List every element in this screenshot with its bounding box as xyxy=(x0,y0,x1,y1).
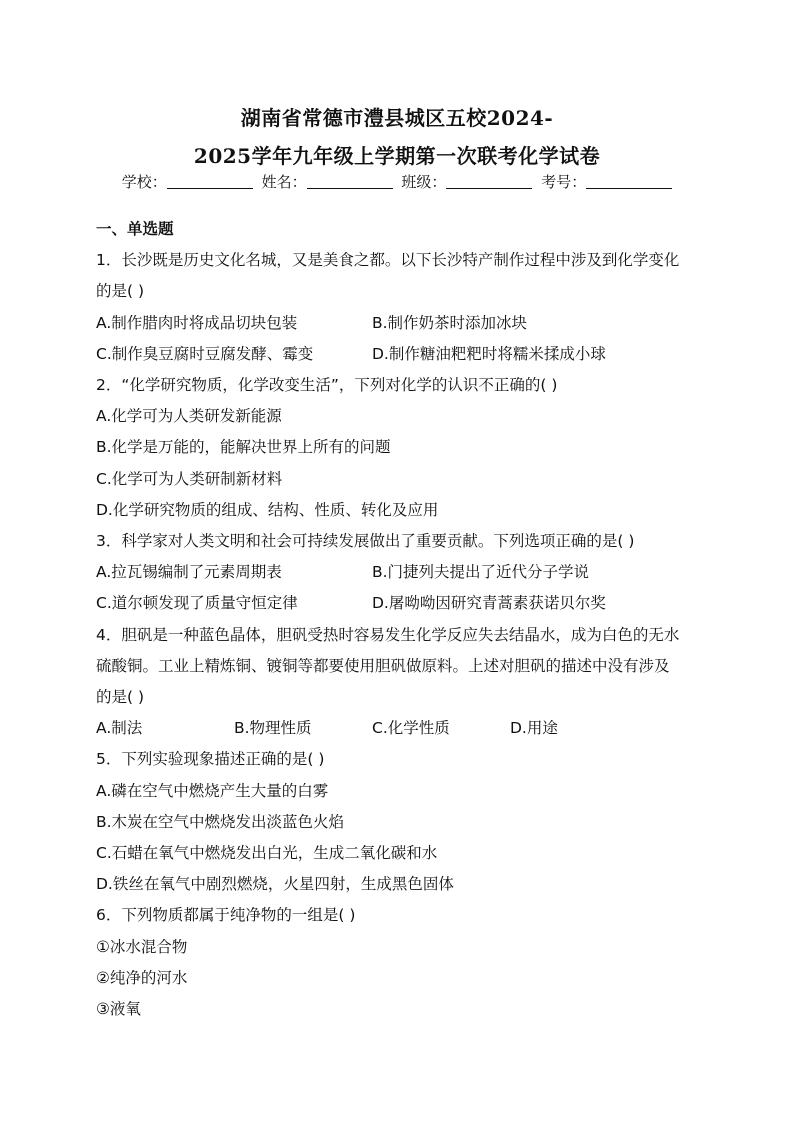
question-5 xyxy=(96,744,706,900)
exam-number-blank[interactable] xyxy=(586,174,672,189)
option-c: C.制作臭豆腐时豆腐发酵、霉变 xyxy=(96,344,314,363)
question-stem: 的是( ) xyxy=(96,688,145,707)
option-a: A.化学可为人类研发新能源 xyxy=(96,407,282,426)
question-3 xyxy=(96,526,706,620)
school-label: 学校： xyxy=(121,173,167,191)
option-d: D.化学研究物质的组成、结构、性质、转化及应用 xyxy=(96,500,439,519)
question-4 xyxy=(96,620,706,745)
option-d: D.屠呦呦因研究青蒿素获诺贝尔奖 xyxy=(372,594,606,613)
question-1 xyxy=(96,245,706,370)
option-c: C.化学可为人类研制新材料 xyxy=(96,469,283,488)
option-row xyxy=(96,557,706,588)
question-stem: 2．“化学研究物质，化学改变生活”，下列对化学的认识不正确的( ) xyxy=(96,376,558,395)
name-label: 姓名： xyxy=(261,173,307,191)
list-item: ①冰水混合物 xyxy=(96,937,188,956)
option-a: A.拉瓦锡编制了元素周期表 xyxy=(96,563,282,582)
option-c: C.道尔顿发现了质量守恒定律 xyxy=(96,594,298,613)
student-info-row xyxy=(0,171,794,192)
option-d: D.铁丝在氧气中剧烈燃烧，火星四射，生成黑色固体 xyxy=(96,875,454,894)
question-stem: 1．长沙既是历史文化名城，又是美食之都。以下长沙特产制作过程中涉及到化学变化 xyxy=(96,251,680,270)
option-d: D.用途 xyxy=(510,719,558,738)
question-stem: 硫酸铜。工业上精炼铜、镀铜等都要使用胆矾做原料。上述对胆矾的描述中没有涉及 xyxy=(96,656,670,675)
option-c: C.化学性质 xyxy=(372,719,450,738)
class-blank[interactable] xyxy=(446,174,532,189)
option-b: B.门捷列夫提出了近代分子学说 xyxy=(372,563,590,582)
question-6 xyxy=(96,900,706,1025)
school-blank[interactable] xyxy=(167,174,253,189)
option-b: B.制作奶茶时添加冰块 xyxy=(372,313,528,332)
option-b: B.木炭在空气中燃烧发出淡蓝色火焰 xyxy=(96,812,345,831)
option-a: A.磷在空气中燃烧产生大量的白雾 xyxy=(96,781,329,800)
option-row xyxy=(96,713,706,744)
question-stem: 的是( ) xyxy=(96,282,145,301)
option-row xyxy=(96,339,706,370)
question-stem: 6．下列物质都属于纯净物的一组是( ) xyxy=(96,906,356,925)
list-item: ③液氧 xyxy=(96,1000,141,1019)
name-blank[interactable] xyxy=(307,174,393,189)
option-b: B.物理性质 xyxy=(234,719,312,738)
exam-title-line1: 湖南省常德市澧县城区五校2024- xyxy=(240,106,554,130)
option-d: D.制作糖油粑粑时将糯米揉成小球 xyxy=(372,344,606,363)
exam-number-label: 考号： xyxy=(541,173,587,191)
option-a: A.制法 xyxy=(96,719,143,738)
option-b: B.化学是万能的，能解决世界上所有的问题 xyxy=(96,438,391,457)
question-2 xyxy=(96,370,706,526)
question-stem: 3．科学家对人类文明和社会可持续发展做出了重要贡献。下列选项正确的是( ) xyxy=(96,532,635,551)
option-row xyxy=(96,308,706,339)
question-stem: 4．胆矾是一种蓝色晶体，胆矾受热时容易发生化学反应失去结晶水，成为白色的无水 xyxy=(96,625,680,644)
option-a: A.制作腊肉时将成品切块包装 xyxy=(96,313,298,332)
option-row xyxy=(96,588,706,619)
option-c: C.石蜡在氧气中燃烧发出白光，生成二氧化碳和水 xyxy=(96,844,438,863)
section-heading: 一、单选题 xyxy=(96,220,174,238)
question-stem: 5．下列实验现象描述正确的是( ) xyxy=(96,750,325,769)
list-item: ②纯净的河水 xyxy=(96,968,188,987)
question-content xyxy=(96,214,706,1025)
exam-title-line2: 2025学年九年级上学期第一次联考化学试卷 xyxy=(193,144,601,168)
class-label: 班级： xyxy=(401,173,447,191)
